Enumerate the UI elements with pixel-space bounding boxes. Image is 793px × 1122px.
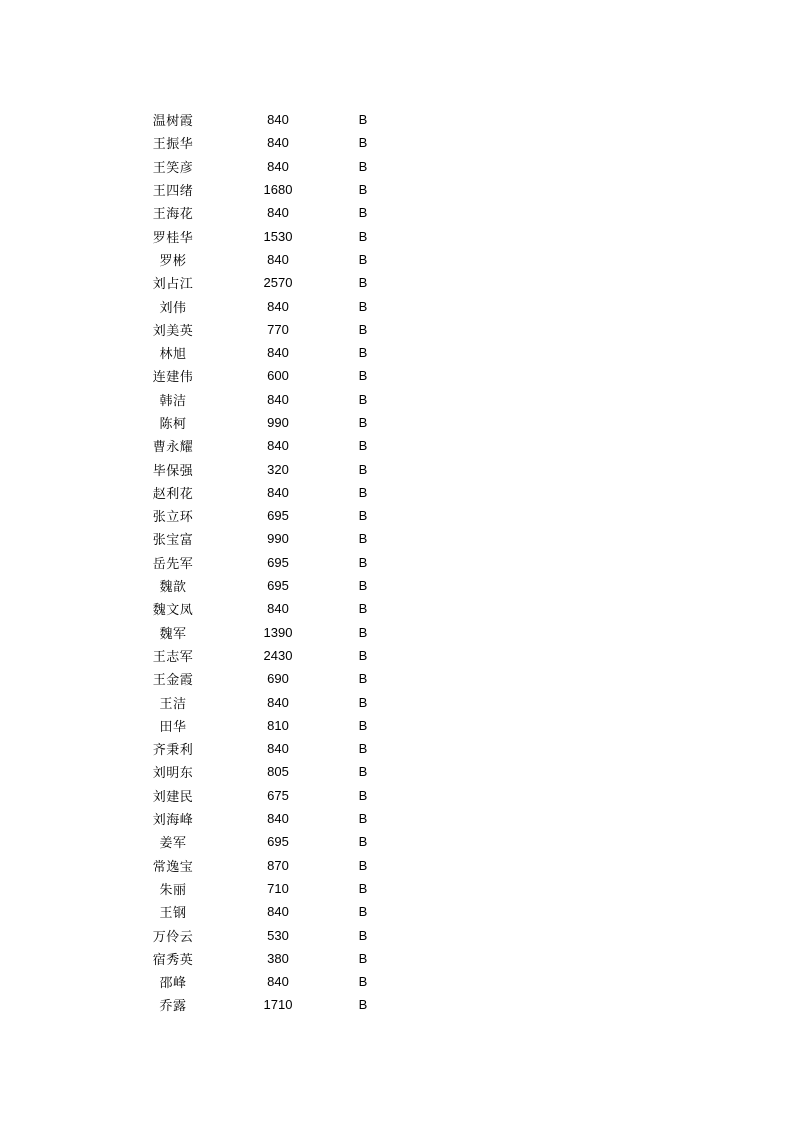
table-row (133, 854, 393, 877)
grade-cell: B (358, 927, 368, 943)
amount-cell: 990 (267, 531, 289, 547)
grade-cell: B (358, 787, 368, 803)
amount-cell: 840 (267, 112, 289, 128)
grade-cell: B (358, 438, 368, 454)
name-cell: 连建伟 (152, 370, 194, 386)
amount-cell: 840 (267, 345, 289, 361)
table-row (133, 411, 393, 434)
table-row (133, 388, 393, 411)
table-row (133, 248, 393, 271)
name-cell: 刘占江 (152, 277, 194, 293)
amount-cell: 840 (267, 158, 289, 174)
grade-cell: B (358, 647, 368, 663)
name-cell: 刘建民 (152, 789, 194, 805)
amount-cell: 320 (267, 461, 289, 477)
grade-cell: B (358, 997, 368, 1013)
name-cell: 刘美英 (152, 323, 194, 339)
name-cell: 乔露 (159, 999, 187, 1015)
name-cell: 赵利花 (152, 486, 194, 502)
grade-cell: B (358, 368, 368, 384)
name-cell: 曹永耀 (152, 440, 194, 456)
name-cell: 宿秀英 (152, 952, 194, 968)
table-row (133, 457, 393, 480)
grade-cell: B (358, 298, 368, 314)
amount-cell: 840 (267, 251, 289, 267)
table-row (133, 597, 393, 620)
amount-cell: 840 (267, 974, 289, 990)
table-row (133, 621, 393, 644)
amount-cell: 990 (267, 415, 289, 430)
amount-cell: 840 (267, 694, 289, 710)
name-cell: 王笑彦 (152, 160, 194, 176)
grade-cell: B (358, 321, 368, 337)
grade-cell: B (358, 950, 368, 966)
table-row (133, 714, 393, 737)
name-cell: 张立环 (152, 510, 194, 526)
table-row (133, 737, 393, 760)
table-row (133, 108, 393, 131)
table-row (133, 271, 393, 294)
amount-cell: 1530 (263, 228, 293, 244)
amount-cell: 695 (267, 578, 289, 594)
table-row (133, 900, 393, 923)
name-cell: 姜军 (159, 836, 187, 852)
table-row (133, 224, 393, 247)
amount-cell: 2570 (263, 275, 293, 291)
amount-cell: 805 (267, 764, 289, 780)
amount-cell: 810 (267, 717, 289, 733)
name-cell: 朱丽 (159, 882, 187, 898)
amount-cell: 695 (267, 834, 289, 850)
amount-cell: 675 (267, 787, 289, 803)
grade-cell: B (358, 717, 368, 733)
grade-cell: B (358, 112, 368, 128)
grade-cell: B (358, 554, 368, 570)
table-row (133, 690, 393, 713)
table-row (133, 830, 393, 853)
name-cell: 邵峰 (159, 976, 187, 992)
table-row (133, 481, 393, 504)
amount-cell: 1710 (263, 997, 293, 1013)
amount-cell: 840 (267, 438, 289, 454)
table-row (133, 341, 393, 364)
table-row (133, 667, 393, 690)
grade-cell: B (358, 508, 368, 524)
name-cell: 温树霞 (152, 114, 194, 130)
name-cell: 魏文凤 (152, 603, 194, 619)
name-cell: 王志军 (152, 649, 194, 665)
name-cell: 齐秉利 (152, 743, 194, 759)
table-row (133, 923, 393, 946)
name-cell: 韩洁 (159, 393, 187, 409)
grade-cell: B (358, 857, 368, 873)
amount-cell: 770 (267, 321, 289, 337)
table-row (133, 760, 393, 783)
name-cell: 罗彬 (159, 253, 187, 269)
name-cell: 王金霞 (152, 673, 194, 689)
table-row (133, 970, 393, 993)
table-row (133, 784, 393, 807)
table-row (133, 201, 393, 224)
table-row (133, 434, 393, 457)
name-cell: 魏军 (159, 626, 187, 642)
table-row (133, 364, 393, 387)
data-table (133, 108, 393, 1017)
name-cell: 刘海峰 (152, 813, 194, 829)
grade-cell: B (358, 531, 368, 547)
amount-cell: 840 (267, 391, 289, 407)
amount-cell: 530 (267, 927, 289, 943)
name-cell: 毕保强 (152, 463, 194, 479)
grade-cell: B (358, 834, 368, 850)
grade-cell: B (358, 741, 368, 757)
table-row (133, 527, 393, 550)
amount-cell: 840 (267, 135, 289, 151)
amount-cell: 690 (267, 671, 289, 687)
amount-cell: 380 (267, 950, 289, 966)
amount-cell: 600 (267, 368, 289, 384)
name-cell: 刘明东 (152, 766, 194, 782)
table-row (133, 551, 393, 574)
amount-cell: 2430 (263, 647, 293, 663)
grade-cell: B (358, 671, 368, 687)
grade-cell: B (358, 904, 368, 920)
name-cell: 王洁 (159, 696, 187, 712)
table-row (133, 644, 393, 667)
name-cell: 张宝富 (152, 533, 194, 549)
grade-cell: B (358, 880, 368, 896)
name-cell: 陈柯 (159, 417, 187, 432)
table-row (133, 178, 393, 201)
amount-cell: 695 (267, 508, 289, 524)
grade-cell: B (358, 811, 368, 827)
grade-cell: B (358, 345, 368, 361)
grade-cell: B (358, 764, 368, 780)
grade-cell: B (358, 461, 368, 477)
name-cell: 王海花 (152, 207, 194, 223)
grade-cell: B (358, 974, 368, 990)
grade-cell: B (358, 601, 368, 617)
name-cell: 王四绪 (152, 184, 194, 200)
amount-cell: 840 (267, 298, 289, 314)
name-cell: 刘伟 (159, 300, 187, 316)
grade-cell: B (358, 391, 368, 407)
amount-cell: 840 (267, 811, 289, 827)
grade-cell: B (358, 578, 368, 594)
table-row (133, 294, 393, 317)
name-cell: 王振华 (152, 137, 194, 153)
name-cell: 魏歆 (159, 580, 187, 596)
table-row (133, 947, 393, 970)
amount-cell: 710 (267, 880, 289, 896)
amount-cell: 840 (267, 484, 289, 500)
name-cell: 万伶云 (152, 929, 194, 945)
amount-cell: 840 (267, 601, 289, 617)
name-cell: 王钢 (159, 906, 187, 922)
grade-cell: B (358, 415, 368, 430)
name-cell: 常逸宝 (152, 859, 194, 875)
grade-cell: B (358, 205, 368, 221)
grade-cell: B (358, 694, 368, 710)
grade-cell: B (358, 135, 368, 151)
name-cell: 田华 (159, 719, 187, 735)
name-cell: 岳先军 (152, 556, 194, 572)
amount-cell: 695 (267, 554, 289, 570)
amount-cell: 1390 (263, 624, 293, 640)
table-row (133, 877, 393, 900)
amount-cell: 840 (267, 741, 289, 757)
name-cell: 罗桂华 (152, 230, 194, 246)
grade-cell: B (358, 275, 368, 291)
grade-cell: B (358, 228, 368, 244)
grade-cell: B (358, 484, 368, 500)
amount-cell: 870 (267, 857, 289, 873)
name-cell: 林旭 (159, 347, 187, 363)
table-row (133, 993, 393, 1016)
amount-cell: 1680 (263, 182, 293, 198)
table-row (133, 155, 393, 178)
table-row (133, 574, 393, 597)
grade-cell: B (358, 251, 368, 267)
grade-cell: B (358, 624, 368, 640)
grade-cell: B (358, 182, 368, 198)
table-row (133, 807, 393, 830)
table-row (133, 504, 393, 527)
grade-cell: B (358, 158, 368, 174)
table-row (133, 318, 393, 341)
amount-cell: 840 (267, 904, 289, 920)
table-row (133, 131, 393, 154)
amount-cell: 840 (267, 205, 289, 221)
